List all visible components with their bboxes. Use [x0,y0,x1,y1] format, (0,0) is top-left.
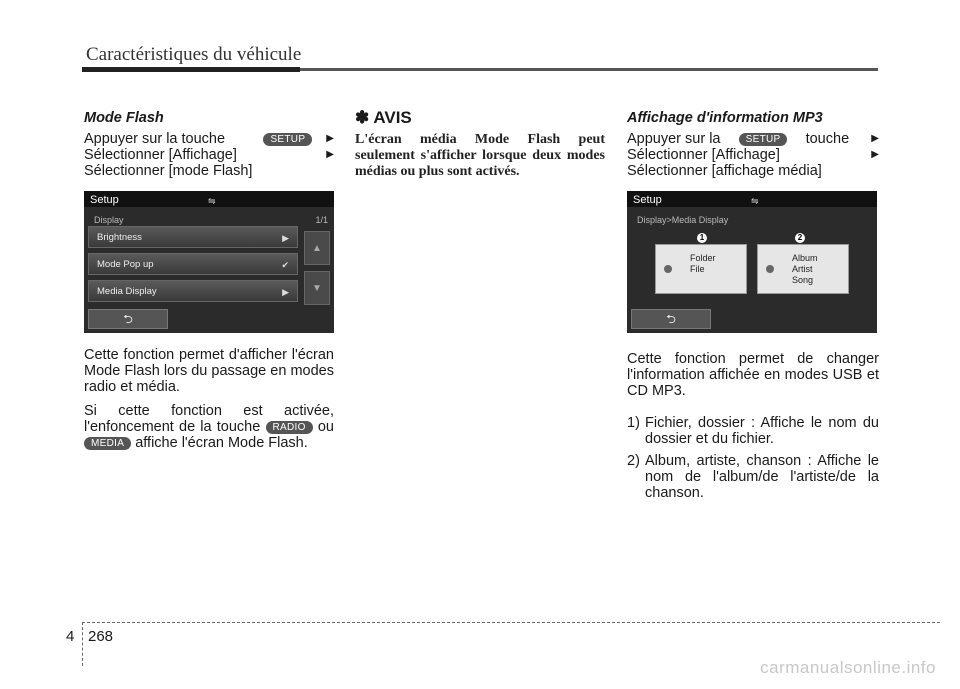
instruction-line: Sélectionner [Affichage] ▶ [627,147,879,163]
footer-divider [82,622,83,666]
usb-icon: ⇋ [208,196,216,206]
arrow-right-icon: ▶ [871,133,879,144]
folder-file-option[interactable]: Folder File [655,244,747,294]
play-arrow-icon: ▶ [282,233,289,243]
radio-dot-icon [766,265,774,273]
watermark: carmanualsonline.info [760,658,936,677]
callout-2-icon: 2 [795,233,805,243]
notice-body: L'écran média Mode Flash peut seulement s'afficher lorsque deux modes médias ou plus sont activés. [355,132,605,179]
header-rule [82,68,878,71]
column-mode-flash [84,110,334,459]
menu-item-media-display[interactable]: Media Display ▶ [88,280,298,302]
section-title: Affichage d'information MP3 [627,110,823,126]
back-button[interactable] [631,309,711,329]
scroll-up-button[interactable]: ▲ [304,231,330,265]
back-arrow-icon: ⮌ [123,312,133,326]
instruction-line: Sélectionner [mode Flash] [84,163,253,179]
page-number: 268 [88,628,114,645]
back-button[interactable] [88,309,168,329]
section-title: Mode Flash [84,110,164,126]
notice-title: ✽ AVIS [355,108,412,127]
column-notice [355,110,605,180]
radio-dot-icon [664,265,672,273]
footer-rule [82,622,940,623]
album-artist-song-option[interactable]: Album Artist Song [757,244,849,294]
chapter-number: 4 [66,628,75,645]
media-key: MEDIA [84,437,131,450]
setup-display-screen: Setup ⇋ Display 1/1 Brightness ▶ Mode Pop up ✔ Media Display ▶ ▲ ▼ ⮌ [84,191,334,333]
column-mp3-info [627,110,879,507]
list-item: 2) Album, artiste, chanson : Affiche le nom de l'album/de l'artiste/de la chanson. [627,453,879,501]
paragraph: Cette fonction permet d'afficher l'écran Mode Flash lors du passage en modes radio et média. [84,347,334,395]
instruction-line: Appuyer sur la SETUP touche ▶ [627,131,879,147]
list-item: 1) Fichier, dossier : Affiche le nom du dossier et du fichier. [627,415,879,447]
menu-item-mode-popup[interactable]: Mode Pop up ✔ [88,253,298,275]
paragraph: Si cette fonction est activée, l'enfoncement de la touche RADIO ou MEDIA affiche l'écran Mode Flash. [84,403,334,451]
instruction-line: Sélectionner [affichage média] [627,163,822,179]
page-header-title: Caractéristiques du véhicule [86,44,302,65]
play-arrow-icon: ▶ [282,287,289,297]
scroll-down-button[interactable]: ▼ [304,271,330,305]
setup-key: SETUP [263,133,312,146]
check-icon: ✔ [281,260,289,270]
usb-icon: ⇋ [751,196,759,206]
arrow-right-icon: ▶ [326,133,334,144]
menu-item-brightness[interactable]: Brightness ▶ [88,226,298,248]
arrow-right-icon: ▶ [871,149,879,160]
callout-1-icon: 1 [697,233,707,243]
arrow-right-icon: ▶ [326,149,334,160]
radio-key: RADIO [266,421,313,434]
media-display-screen: Setup ⇋ Display>Media Display 1 2 Folder File Album Artist Song ⮌ [627,191,877,333]
instruction-line: Appuyer sur la touche SETUP ▶ [84,131,334,147]
back-arrow-icon: ⮌ [666,312,676,326]
paragraph: Cette fonction permet de changer l'information affichée en modes USB et CD MP3. [627,351,879,399]
setup-key: SETUP [739,133,788,146]
instruction-line: Sélectionner [Affichage] ▶ [84,147,334,163]
